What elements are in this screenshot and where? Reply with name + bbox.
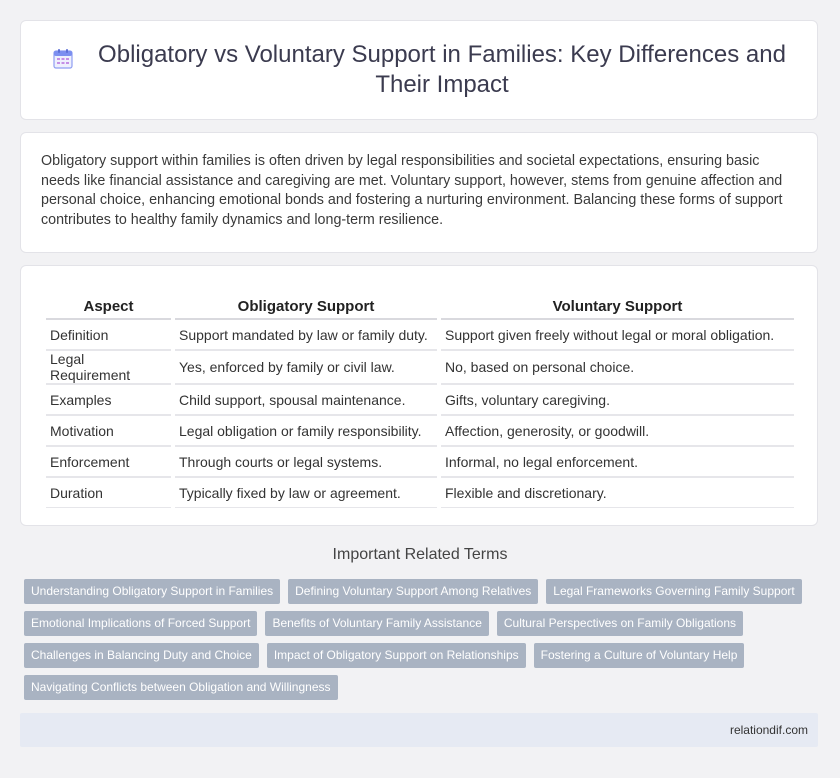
related-term-tag[interactable]: Impact of Obligatory Support on Relationships: [267, 643, 526, 668]
table-cell: Examples: [46, 385, 171, 416]
table-cell: Gifts, voluntary caregiving.: [441, 385, 794, 416]
table-row: [46, 478, 794, 508]
column-header-voluntary: Voluntary Support: [441, 292, 794, 320]
table-cell: Definition: [46, 320, 171, 351]
table-cell: Informal, no legal enforcement.: [441, 447, 794, 478]
table-cell: Duration: [46, 478, 171, 508]
table-cell: Child support, spousal maintenance.: [175, 385, 437, 416]
table-row: [46, 385, 794, 416]
related-term-tag[interactable]: Understanding Obligatory Support in Families: [24, 579, 280, 604]
table-cell: Legal obligation or family responsibility.: [175, 416, 437, 447]
title-card: [20, 20, 818, 120]
footer-site-link[interactable]: relationdif.com: [729, 723, 808, 737]
table-row: [46, 447, 794, 478]
intro-card: [20, 132, 818, 253]
related-term-tag[interactable]: Navigating Conflicts between Obligation and Willingness: [24, 675, 338, 700]
calendar-icon: [51, 47, 75, 71]
table-cell: Affection, generosity, or goodwill.: [441, 416, 794, 447]
table-cell: Yes, enforced by family or civil law.: [175, 351, 437, 385]
related-term-tag[interactable]: Cultural Perspectives on Family Obligations: [497, 611, 743, 636]
comparison-table: [42, 292, 798, 508]
related-term-tag[interactable]: Challenges in Balancing Duty and Choice: [24, 643, 259, 668]
intro-paragraph: Obligatory support within families is often driven by legal responsibilities and societal expectations, ensuring basic needs like financial assistance and caregiving are met. Voluntary support, however, stems from genuine affection and personal choice, enhancing emotional bonds and fostering a nurturing environment. Balancing these forms of support contributes to healthy family dynamics and long-term resilience.: [41, 153, 783, 228]
table-cell: Support mandated by law or family duty.: [175, 320, 437, 351]
table-cell: Legal Requirement: [46, 351, 171, 385]
related-terms-heading: Important Related Terms: [332, 546, 508, 563]
page-title: Obligatory vs Voluntary Support in Families: Key Differences and Their Impact: [98, 41, 786, 98]
table-cell: Through courts or legal systems.: [175, 447, 437, 478]
related-terms-list: [24, 579, 824, 707]
table-row: [46, 416, 794, 447]
table-row: [46, 320, 794, 351]
table-cell: Support given freely without legal or moral obligation.: [441, 320, 794, 351]
related-term-tag[interactable]: Fostering a Culture of Voluntary Help: [534, 643, 745, 668]
related-term-tag[interactable]: Emotional Implications of Forced Support: [24, 611, 257, 636]
title-wrap: [49, 40, 789, 100]
related-term-tag[interactable]: Benefits of Voluntary Family Assistance: [265, 611, 488, 636]
related-term-tag[interactable]: Legal Frameworks Governing Family Support: [546, 579, 801, 604]
column-header-obligatory: Obligatory Support: [175, 292, 437, 320]
table-cell: No, based on personal choice.: [441, 351, 794, 385]
table-row: [46, 351, 794, 385]
table-cell: Typically fixed by law or agreement.: [175, 478, 437, 508]
comparison-card: [20, 265, 818, 526]
related-term-tag[interactable]: Defining Voluntary Support Among Relatives: [288, 579, 538, 604]
table-cell: Flexible and discretionary.: [441, 478, 794, 508]
column-header-aspect: Aspect: [46, 292, 171, 320]
table-cell: Motivation: [46, 416, 171, 447]
table-header-row: [46, 292, 794, 320]
footer: [20, 713, 818, 747]
table-cell: Enforcement: [46, 447, 171, 478]
